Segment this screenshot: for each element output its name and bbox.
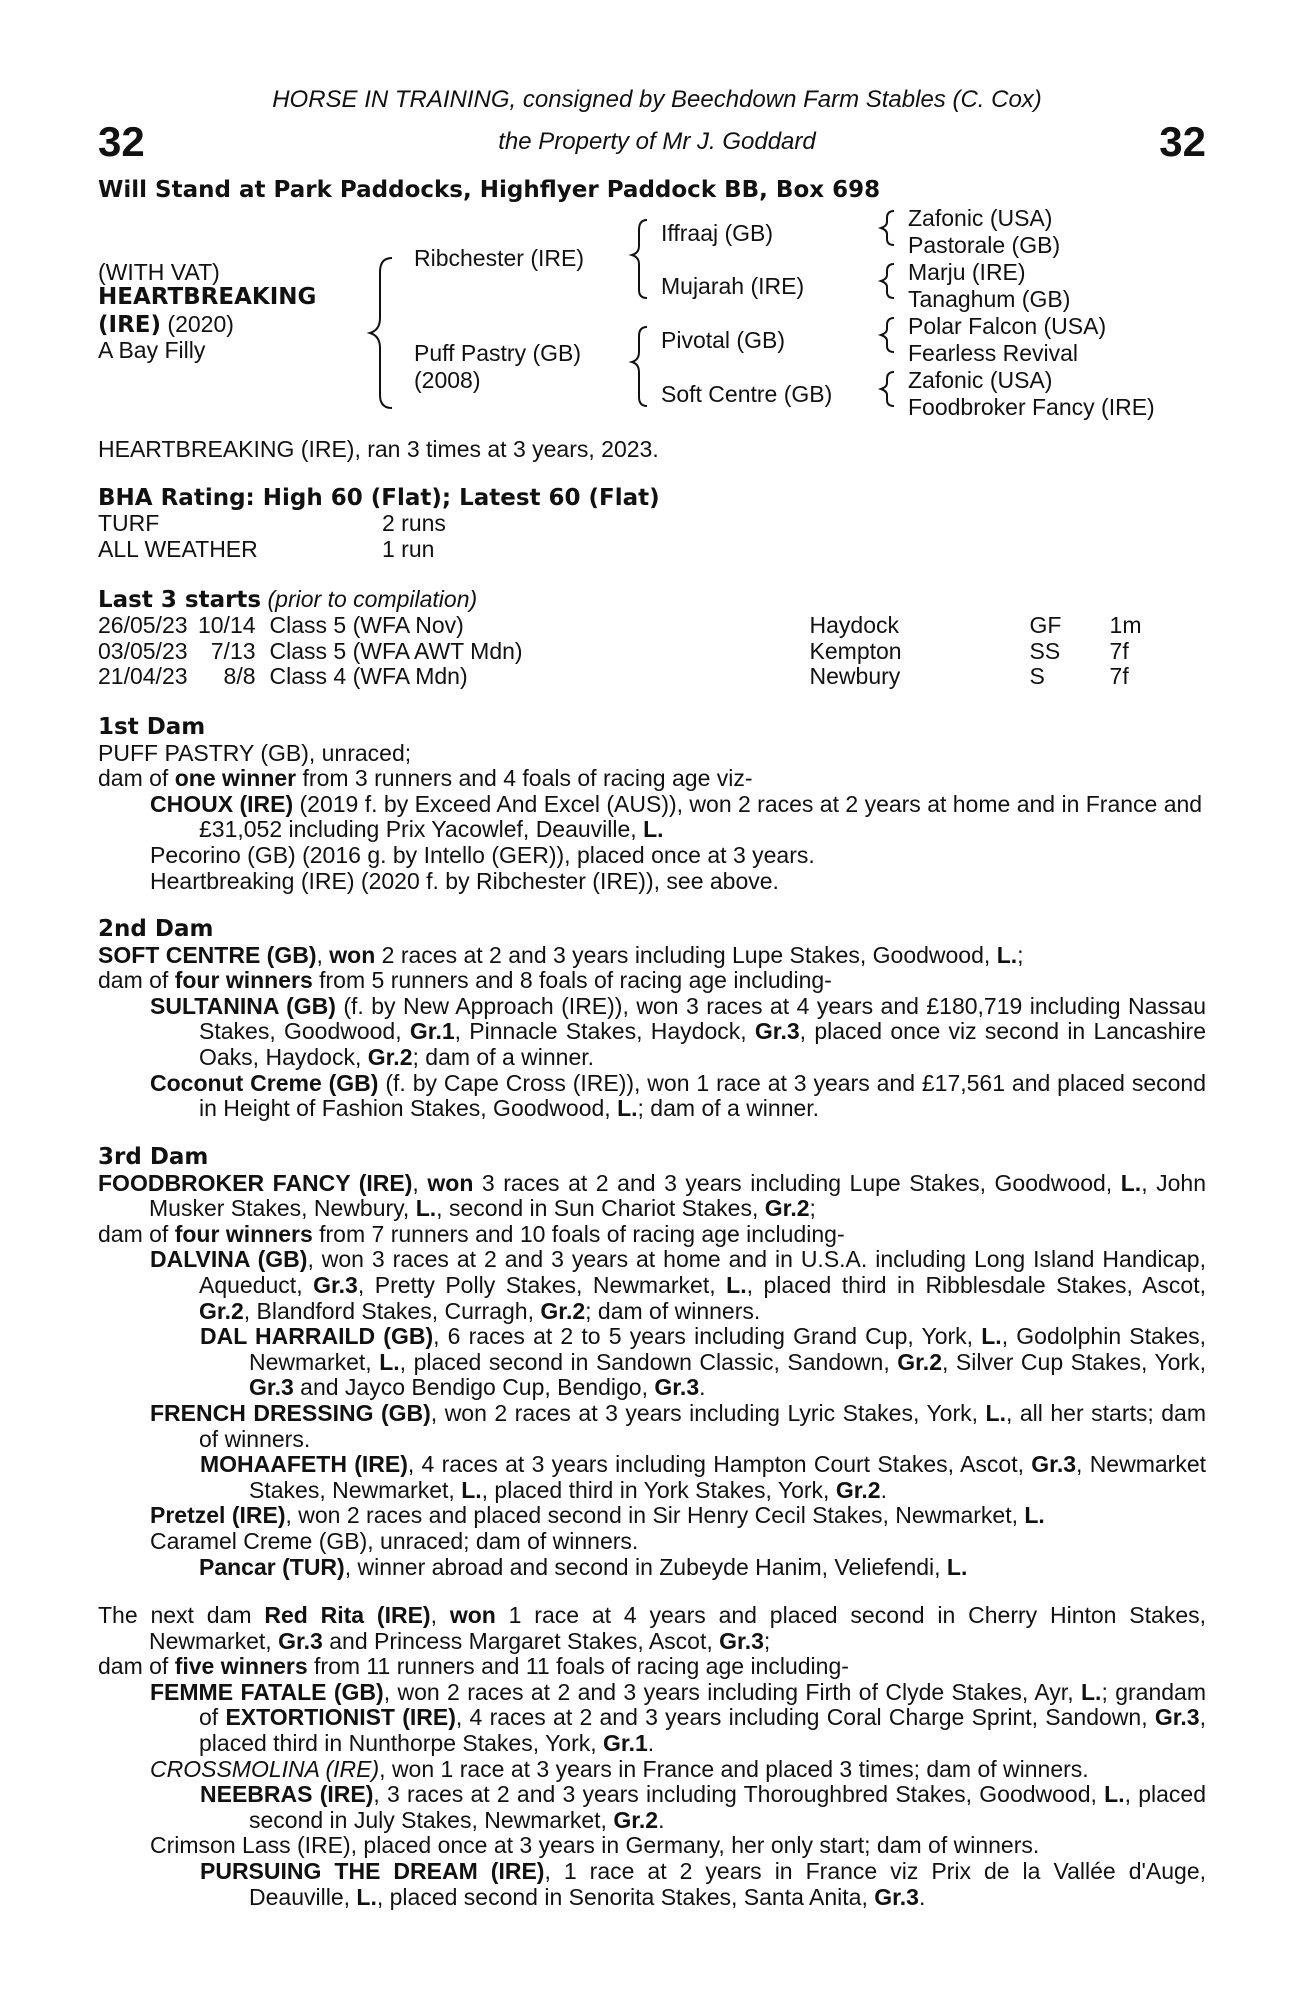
dam-year: (2008) [414, 367, 481, 393]
dam-sire-dam: Fearless Revival [908, 340, 1078, 366]
produce-entry: NEEBRAS (IRE), 3 races at 2 and 3 years including Thoroughbred Stakes, Goodwood, L., placed second in July Stakes, Newmarket, Gr.2. [200, 1781, 1206, 1833]
produce-entry: DAL HARRAILD (GB), 6 races at 2 to 5 years including Grand Cup, York, L., Godolphin Stakes, Newmarket, L., placed second in Sandown Classic, Sandown, Gr.2, Silver Cup Stakes, York, Gr.3 and Jayco Bendigo Cup, Bendigo, Gr.3. [200, 1323, 1207, 1401]
last-starts-heading: Last 3 starts (prior to compilation) [98, 586, 478, 613]
table-row: 26/05/23 10/14 Class 5 (WFA Nov) Haydock GF 1m [98, 612, 1142, 638]
produce-entry: Pecorino (GB) (2016 g. by Intello (GER)), placed once at 3 years. [150, 841, 815, 868]
produce-entry: Pancar (TUR), winner abroad and second in Zubeyde Hanim, Veliefendi, L. [199, 1553, 968, 1580]
dam-sire: Pivotal (GB) [661, 327, 785, 353]
produce-entry: FRENCH DRESSING (GB), won 2 races at 3 years including Lyric Stakes, York, L., all her starts; dam of winners. [150, 1399, 1207, 1452]
sire-sire-dam: Pastorale (GB) [908, 232, 1061, 258]
dam-line: SOFT CENTRE (GB), won 2 races at 2 and 3 years including Lupe Stakes, Goodwood, L.; [98, 941, 1024, 968]
produce-entry: CHOUX (IRE) (2019 f. by Exceed And Excel (AUS)), won 2 races at 2 years at home and in France and £31,052 including Prix Yacowlef, Deauville, L. [150, 790, 1203, 843]
rating-row-aw-surface: ALL WEATHER [98, 536, 258, 562]
sire-sire-sire: Zafonic (USA) [908, 205, 1053, 231]
horse-name: HEARTBREAKING [98, 284, 317, 310]
rating-row-aw-runs: 1 run [382, 536, 435, 562]
property-line: the Property of Mr J. Goddard [498, 128, 816, 155]
horse-description: A Bay Filly [98, 337, 206, 363]
dam-dam-sire: Zafonic (USA) [908, 367, 1053, 393]
first-dam-section [98, 715, 1206, 894]
dam-dam: Soft Centre (GB) [661, 381, 833, 407]
section-title: 3rd Dam [98, 1144, 209, 1170]
produce-entry: FEMME FATALE (GB), won 2 races at 2 and 3 years including Firth of Clyde Stakes, Ayr, L.; grandam of EXTORTIONIST (IRE), 4 races at 2 and 3 years including Coral Charge Sprint, Sandown, Gr.3, placed third in Nunthorpe Stakes, York, Gr.1. [150, 1678, 1206, 1756]
sire-dam-sire: Marju (IRE) [908, 259, 1026, 285]
produce-entry: MOHAAFETH (IRE), 4 races at 3 years including Hampton Court Stakes, Ascot, Gr.3, Newmarket Stakes, Newmarket, L., placed third in York Stakes, York, Gr.2. [200, 1451, 1207, 1503]
section-title: 1st Dam [98, 714, 206, 740]
second-dam-section [98, 917, 1206, 1122]
race-summary: HEARTBREAKING (IRE), ran 3 times at 3 years, 2023. [98, 436, 659, 462]
dam-produce-line: dam of one winner from 3 runners and 4 foals of racing age viz- [98, 765, 753, 792]
bha-rating: BHA Rating: High 60 (Flat); Latest 60 (Flat) [98, 485, 660, 511]
horse-origin: (IRE) (2020) [98, 311, 234, 338]
produce-entry: Crimson Lass (IRE), placed once at 3 years in Germany, her only start; dam of winners. [150, 1832, 1040, 1859]
vat-note: (WITH VAT) [98, 259, 220, 285]
dam-produce-line: dam of five winners from 11 runners and 11 foals of racing age including- [98, 1653, 849, 1680]
produce-entry: Caramel Creme (GB), unraced; dam of winners. [150, 1527, 639, 1554]
sire-sire: Iffraaj (GB) [661, 220, 774, 246]
dam: Puff Pastry (GB) [414, 340, 582, 366]
third-dam-section [98, 1145, 1206, 1580]
dam-sire-sire: Polar Falcon (USA) [908, 313, 1107, 339]
dam-produce-line: dam of four winners from 5 runners and 8 foals of racing age including- [98, 967, 832, 994]
produce-entry: DALVINA (GB), won 3 races at 2 and 3 years at home and in U.S.A. including Long Island Handicap, Aqueduct, Gr.3, Pretty Polly Stakes, Newmarket, L., placed third in Ribblesdale Stakes, Ascot, Gr.2, Blandford Stakes, Curragh, Gr.2; dam of winners. [150, 1246, 1207, 1324]
next-dam-section [98, 1603, 1206, 1910]
produce-entry: PURSUING THE DREAM (IRE), 1 race at 2 years in France viz Prix de la Vallée d'Auge, Deauville, L., placed second in Senorita Stakes, Santa Anita, Gr.3. [200, 1857, 1207, 1910]
dam-dam-dam: Foodbroker Fancy (IRE) [908, 394, 1155, 420]
last-starts-table [98, 613, 1141, 690]
stand-location: Will Stand at Park Paddocks, Highflyer Paddock BB, Box 698 [98, 177, 881, 203]
produce-entry: Pretzel (IRE), won 2 races and placed second in Sir Henry Cecil Stakes, Newmarket, L. [150, 1502, 1045, 1529]
produce-entry: Heartbreaking (IRE) (2020 f. by Ribchester (IRE)), see above. [150, 867, 779, 894]
dam-line: The next dam Red Rita (IRE), won 1 race at 4 years and placed second in Cherry Hinton Stakes, Newmarket, Gr.3 and Princess Margaret Stakes, Ascot, Gr.3; [98, 1602, 1206, 1654]
rating-row-turf-surface: TURF [98, 510, 160, 536]
produce-entry: SULTANINA (GB) (f. by New Approach (IRE)), won 3 races at 4 years and £180,719 including Nassau Stakes, Goodwood, Gr.1, Pinnacle Stakes, Haydock, Gr.3, placed once viz second in Lancashire Oaks, Haydock, Gr.2; dam of a winner. [150, 992, 1206, 1070]
rating-row-turf-runs: 2 runs [382, 510, 446, 536]
sire-dam: Mujarah (IRE) [661, 273, 805, 299]
dam-produce-line: dam of four winners from 7 runners and 10 foals of racing age including- [98, 1220, 845, 1247]
dam-line: FOODBROKER FANCY (IRE), won 3 races at 2 and 3 years including Lupe Stakes, Goodwood, L., John Musker Stakes, Newbury, L., second in Sun Chariot Stakes, Gr.2; [98, 1169, 1207, 1222]
dam-line: PUFF PASTRY (GB), unraced; [98, 739, 412, 766]
section-title: 2nd Dam [98, 916, 214, 942]
consignor-line: HORSE IN TRAINING, consigned by Beechdown Farm Stables (C. Cox) [272, 86, 1042, 113]
produce-entry: CROSSMOLINA (IRE), won 1 race at 3 years in France and placed 3 times; dam of winners. [150, 1755, 1089, 1782]
lot-number-left: 32 [98, 118, 145, 165]
sire: Ribchester (IRE) [414, 245, 584, 271]
table-row: 03/05/23 7/13 Class 5 (WFA AWT Mdn) Kempton SS 7f [98, 637, 1129, 664]
table-row: 21/04/23 8/8 Class 4 (WFA Mdn) Newbury S 7f [98, 663, 1129, 690]
produce-entry: Coconut Creme (GB) (f. by Cape Cross (IRE)), won 1 race at 3 years and £17,561 and placed second in Height of Fashion Stakes, Goodwood, L.; dam of a winner. [150, 1069, 1207, 1122]
pedigree-brackets [0, 0, 1314, 420]
lot-number-right: 32 [1159, 118, 1206, 165]
sire-dam-dam: Tanaghum (GB) [908, 286, 1071, 312]
